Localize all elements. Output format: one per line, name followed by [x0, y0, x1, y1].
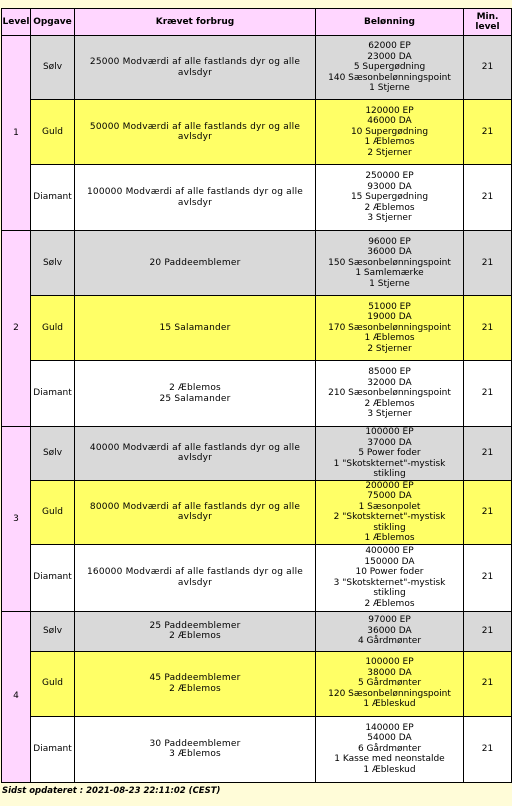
opgave-cell: Diamant — [31, 165, 75, 231]
table-row — [2, 231, 512, 296]
belonning-cell: 400000 EP 150000 DA 10 Power foder 3 "Skotskternet"-mystisk stikling 2 Æblemos — [316, 544, 464, 611]
header-minlevel: Min. level — [464, 9, 512, 36]
minlevel-cell: 21 — [464, 611, 512, 651]
level-cell: 3 — [2, 427, 31, 612]
belonning-cell: 100000 EP 37000 DA 5 Power foder 1 "Skotskternet"-mystisk stikling — [316, 427, 464, 481]
belonning-cell: 62000 EP 23000 DA 5 Supergødning 140 Sæsonbelønningspoint 1 Stjerne — [316, 36, 464, 100]
forbrug-cell: 80000 Modværdi af alle fastlands dyr og alle avlsdyr — [75, 480, 316, 544]
belonning-cell: 250000 EP 93000 DA 15 Supergødning 2 Æblemos 3 Stjerner — [316, 165, 464, 231]
forbrug-cell: 100000 Modværdi af alle fastlands dyr og alle avlsdyr — [75, 165, 316, 231]
header-forbrug: Krævet forbrug — [75, 9, 316, 36]
belonning-cell: 140000 EP 54000 DA 6 Gårdmønter 1 Kasse med neonstalde 1 Æbleskud — [316, 716, 464, 782]
table-row — [2, 544, 512, 611]
belonning-cell: 96000 EP 36000 DA 150 Sæsonbelønningspoint 1 Samlemærke 1 Stjerne — [316, 231, 464, 296]
table-row — [2, 100, 512, 165]
table-body — [2, 36, 512, 783]
table-row — [2, 651, 512, 716]
opgave-cell: Sølv — [31, 36, 75, 100]
opgave-cell: Sølv — [31, 611, 75, 651]
header-belonning: Belønning — [316, 9, 464, 36]
belonning-cell: 97000 EP 36000 DA 4 Gårdmønter — [316, 611, 464, 651]
forbrug-cell: 20 Paddeemblemer — [75, 231, 316, 296]
minlevel-cell: 21 — [464, 296, 512, 361]
forbrug-cell: 30 Paddeemblemer 3 Æblemos — [75, 716, 316, 782]
forbrug-cell: 45 Paddeemblemer 2 Æblemos — [75, 651, 316, 716]
forbrug-cell: 2 Æblemos 25 Salamander — [75, 361, 316, 427]
minlevel-cell: 21 — [464, 716, 512, 782]
minlevel-cell: 21 — [464, 100, 512, 165]
table-row — [2, 716, 512, 782]
minlevel-cell: 21 — [464, 36, 512, 100]
minlevel-cell: 21 — [464, 231, 512, 296]
belonning-cell: 85000 EP 32000 DA 210 Sæsonbelønningspoint 2 Æblemos 3 Stjerner — [316, 361, 464, 427]
opgave-cell: Sølv — [31, 427, 75, 481]
level-cell: 1 — [2, 36, 31, 231]
tasks-table — [1, 8, 512, 783]
minlevel-cell: 21 — [464, 427, 512, 481]
forbrug-cell: 25 Paddeemblemer 2 Æblemos — [75, 611, 316, 651]
opgave-cell: Diamant — [31, 716, 75, 782]
opgave-cell: Guld — [31, 100, 75, 165]
table-row — [2, 611, 512, 651]
table-row — [2, 361, 512, 427]
table-row — [2, 36, 512, 100]
minlevel-cell: 21 — [464, 544, 512, 611]
forbrug-cell: 40000 Modværdi af alle fastlands dyr og alle avlsdyr — [75, 427, 316, 481]
forbrug-cell: 15 Salamander — [75, 296, 316, 361]
table-row — [2, 480, 512, 544]
belonning-cell: 120000 EP 46000 DA 10 Supergødning 1 Æblemos 2 Stjerner — [316, 100, 464, 165]
belonning-cell: 100000 EP 38000 DA 5 Gårdmønter 120 Sæsonbelønningspoint 1 Æbleskud — [316, 651, 464, 716]
opgave-cell: Sølv — [31, 231, 75, 296]
header-level: Level — [2, 9, 31, 36]
header-opgave: Opgave — [31, 9, 75, 36]
minlevel-cell: 21 — [464, 480, 512, 544]
opgave-cell: Diamant — [31, 544, 75, 611]
level-cell: 2 — [2, 231, 31, 427]
minlevel-cell: 21 — [464, 165, 512, 231]
belonning-cell: 51000 EP 19000 DA 170 Sæsonbelønningspoint 1 Æblemos 2 Stjerner — [316, 296, 464, 361]
table-row — [2, 296, 512, 361]
opgave-cell: Guld — [31, 651, 75, 716]
minlevel-cell: 21 — [464, 361, 512, 427]
opgave-cell: Guld — [31, 480, 75, 544]
forbrug-cell: 160000 Modværdi af alle fastlands dyr og alle avlsdyr — [75, 544, 316, 611]
belonning-cell: 200000 EP 75000 DA 1 Sæsonpolet 2 "Skotskternet"-mystisk stikling 1 Æblemos — [316, 480, 464, 544]
forbrug-cell: 50000 Modværdi af alle fastlands dyr og alle avlsdyr — [75, 100, 316, 165]
header-row — [2, 9, 512, 36]
table-row — [2, 165, 512, 231]
table-row — [2, 427, 512, 481]
opgave-cell: Diamant — [31, 361, 75, 427]
minlevel-cell: 21 — [464, 651, 512, 716]
opgave-cell: Guld — [31, 296, 75, 361]
last-updated-text: Sidst opdateret : 2021-08-23 22:11:02 (CEST) — [2, 786, 221, 796]
level-cell: 4 — [2, 611, 31, 782]
forbrug-cell: 25000 Modværdi af alle fastlands dyr og alle avlsdyr — [75, 36, 316, 100]
